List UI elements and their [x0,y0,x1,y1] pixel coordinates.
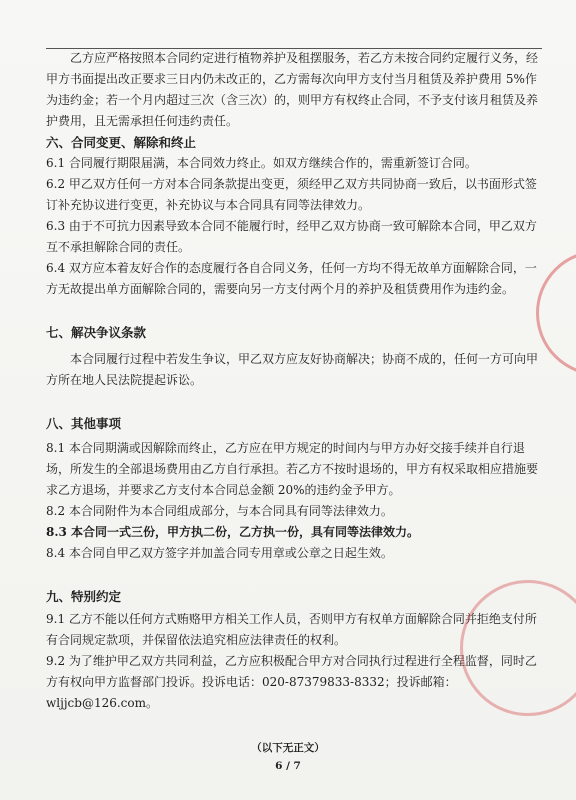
clause-6-1: 6.1 合同履行期限届满，本合同效力终止。如双方继续合作的，需重新签订合同。 [46,156,477,170]
clause-9-1: 9.1 乙方不能以任何方式贿赂甲方相关工作人员，否则甲方有权单方面解除合同并拒绝支付所有合同规定款项，并保留依法追究相应法律责任的权利。 [46,612,537,647]
clause-7: 本合同履行过程中若发生争议，甲乙双方应友好协商解决；协商不成的，任何一方可向甲方所在地人民法院提起诉讼。 [46,352,539,387]
clause-9-2: 9.2 为了维护甲乙双方共同利益，乙方应积极配合甲方对合同执行过程进行全程监督，同时乙方有权向甲方监督部门投诉。投诉电话：020-87379833-8332；投诉邮箱：wljjcb@126.com。 [46,654,537,710]
section-9-heading: 九、特别约定 [46,589,122,604]
clause-8-1: 8.1 本合同期满或因解除而终止，乙方应在甲方规定的时间内与甲方办好交接手续并自行退场，所发生的全部退场费用由乙方自行承担。若乙方不按时退场的，甲方有权采取相应措施要求乙方退场，并要求乙方支付本合同总金额 20%的违约金予甲方。 [46,441,539,497]
section-7-heading: 七、解决争议条款 [46,325,147,340]
section-8-heading: 八、其他事项 [46,416,122,431]
end-of-text-note: （以下无正文） [251,742,325,754]
clause-8-3: 8.3 本合同一式三份，甲方执二份，乙方执一份，具有同等法律效力。 [46,525,420,539]
company-seal-stamp [536,250,576,376]
clause-8-4: 8.4 本合同自甲乙双方签字并加盖合同专用章或公章之日起生效。 [46,546,393,560]
clause-6-2: 6.2 甲乙双方任何一方对本合同条款提出变更，须经甲乙双方共同协商一致后，以书面形式签订补充协议进行变更，补充协议与本合同具有同等法律效力。 [46,177,537,212]
section-6-heading: 六、合同变更、解除和终止 [46,135,197,150]
clause-6-3: 6.3 由于不可抗力因素导致本合同不能履行时，经甲乙双方协商一致可解除本合同，甲乙双方互不承担解除合同的责任。 [46,219,537,254]
clause-8-2: 8.2 本合同附件为本合同组成部分，与本合同具有同等法律效力。 [46,504,393,518]
clause-6-4: 6.4 双方应本着友好合作的态度履行各自合同义务，任何一方均不得无故单方面解除合同，一方无故提出单方面解除合同的，需要向另一方支付两个月的养护及租赁费用作为违约金。 [46,261,537,296]
intro-paragraph: 乙方应严格按照本合同约定进行植物养护及租摆服务，若乙方未按合同约定履行义务，经甲方书面提出改正要求三日内仍未改正的，乙方需每次向甲方支付当月租赁及养护费用 5%作为违约金；若一个月内超过三次（含三次）的，则甲方有权终止合同，不予支付该月租赁及养护费用，且无需承担任何违约责任。 [46,51,539,128]
page-number: 6 / 7 [275,760,301,772]
